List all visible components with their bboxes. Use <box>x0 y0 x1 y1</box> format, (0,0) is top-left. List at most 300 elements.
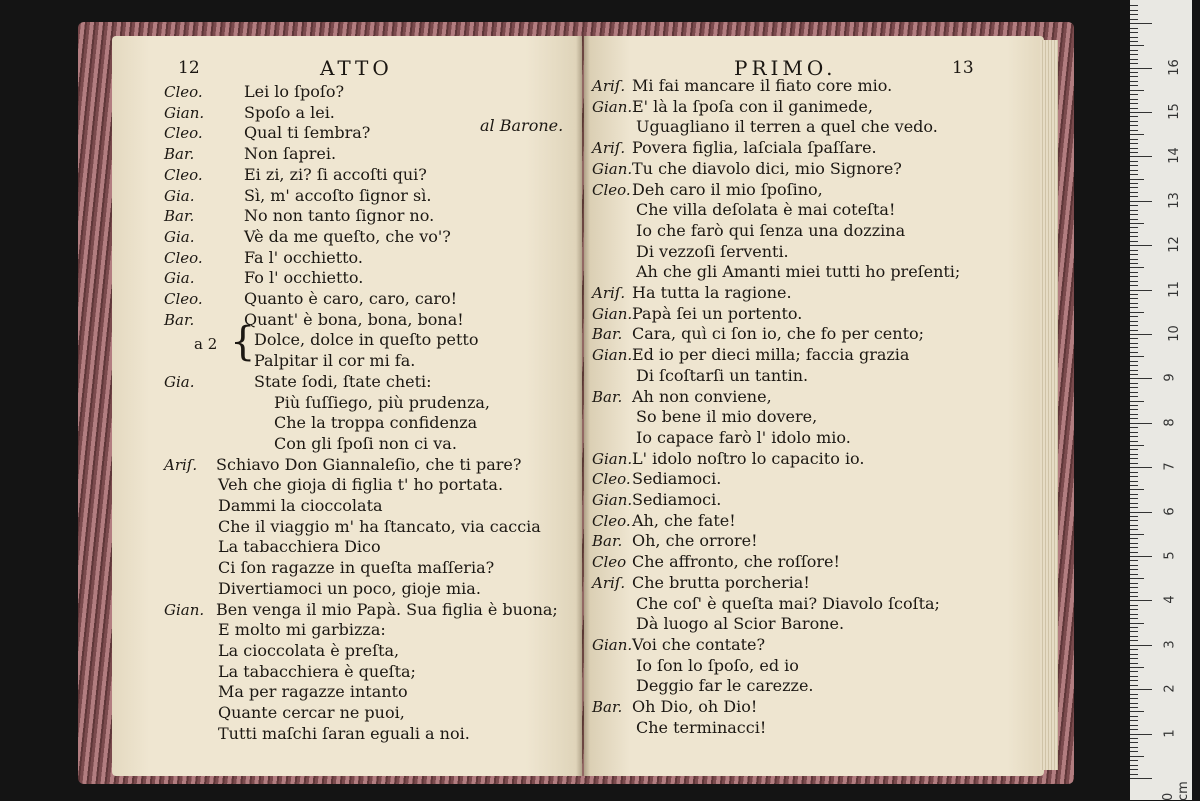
ruler-tick <box>1130 130 1138 131</box>
verse-line: Ah non conviene, <box>632 386 772 406</box>
ruler-tick <box>1130 236 1138 237</box>
speaker-label: Bar. <box>592 325 623 344</box>
speaker-label: Bar. <box>164 310 195 329</box>
verse-line: Che coſ' è queſta mai? Diavolo ſcoſta; <box>636 593 940 613</box>
ruler-tick <box>1130 134 1144 135</box>
ruler-tick <box>1130 85 1138 86</box>
ruler-tick <box>1130 37 1138 38</box>
speaker-label: Cleo. <box>592 511 631 530</box>
ruler-tick <box>1130 405 1138 406</box>
stage-direction: al Barone. <box>480 116 564 135</box>
verse-line: So bene il mio dovere, <box>636 407 818 427</box>
speaker-label: Cleo. <box>164 83 203 101</box>
ruler-tick <box>1130 769 1138 770</box>
ruler-tick <box>1130 423 1152 424</box>
ruler-tick <box>1130 303 1138 304</box>
ruler-tick <box>1130 201 1152 202</box>
verse-line: Fa l' occhietto. <box>244 247 363 267</box>
ruler-tick <box>1130 667 1144 668</box>
ruler-tick <box>1130 565 1138 566</box>
ruler-tick <box>1130 774 1138 775</box>
verse-line: Voi che contate? <box>632 634 766 654</box>
verse-line: Dolce, dolce in queſto petto <box>254 330 479 350</box>
ruler-tick <box>1130 694 1138 695</box>
ruler-tick <box>1130 618 1138 619</box>
ruler-tick <box>1130 454 1138 455</box>
ruler-tick <box>1130 116 1138 117</box>
verse-line: E molto mi garbizza: <box>218 620 386 640</box>
ruler-label: 8 <box>1162 418 1178 427</box>
ruler-tick <box>1130 45 1144 46</box>
ruler-tick <box>1130 663 1138 664</box>
ruler-label: 7 <box>1162 462 1178 471</box>
verse-line: Ed io per dieci milla; faccia grazia <box>632 345 910 365</box>
ruler-tick <box>1130 50 1138 51</box>
ruler-tick <box>1130 449 1138 450</box>
verse-line: Io capace farò l' idolo mio. <box>636 427 851 447</box>
ruler-tick <box>1130 685 1138 686</box>
ruler-tick <box>1130 232 1138 233</box>
ruler-tick <box>1130 227 1138 228</box>
ruler-tick <box>1130 148 1138 149</box>
verse-line: Ei zi, zi? ſi accoſti qui? <box>244 164 427 184</box>
ruler-tick <box>1130 569 1138 570</box>
speaker-label: Bar. <box>592 387 623 406</box>
ruler-tick <box>1130 534 1144 535</box>
speaker-label: Gian. <box>592 346 633 365</box>
ruler-tick <box>1130 290 1152 291</box>
verse-line: Ci ſon ragazze in queſta maſſeria? <box>218 558 495 578</box>
speaker-label: Gia. <box>164 372 195 391</box>
ruler-tick <box>1130 112 1152 113</box>
verse-line: Che la troppa confidenza <box>274 413 478 433</box>
ruler-tick <box>1130 210 1138 211</box>
ruler-tick <box>1130 334 1152 335</box>
speaker-label: Gian. <box>592 97 633 116</box>
ruler-tick <box>1130 676 1138 677</box>
speaker-label: Ariſ. <box>592 139 626 158</box>
ruler-tick <box>1130 494 1138 495</box>
ruler-tick <box>1130 41 1138 42</box>
ruler-tick <box>1130 556 1152 557</box>
ruler-tick <box>1130 703 1138 704</box>
ruler-tick <box>1130 729 1138 730</box>
speaker-label: Cleo. <box>164 290 203 308</box>
ruler-tick <box>1130 512 1152 513</box>
ruler-tick <box>1130 298 1138 299</box>
ruler-tick <box>1130 272 1138 273</box>
speaker-label: Cleo. <box>164 248 203 267</box>
ruler-tick <box>1130 90 1144 91</box>
ruler-label: 1 <box>1162 728 1178 738</box>
ruler-tick <box>1130 285 1138 286</box>
verse-line: Uguagliano il terren a quel che vedo. <box>636 117 938 137</box>
ruler-tick <box>1130 5 1138 6</box>
speaker-label: Gia. <box>164 227 195 246</box>
verse-line: Lei lo ſpoſo? <box>244 82 345 101</box>
ruler-tick <box>1130 654 1138 655</box>
ruler-tick <box>1130 356 1144 357</box>
ruler-tick <box>1130 734 1152 735</box>
ruler-tick <box>1130 543 1138 544</box>
verse-line: Sediamoci. <box>632 490 722 509</box>
ruler-tick <box>1130 409 1138 410</box>
ruler-tick <box>1130 165 1138 166</box>
ruler-label: 16 <box>1166 58 1182 76</box>
ruler-tick <box>1130 378 1152 379</box>
ruler-tick <box>1130 352 1138 353</box>
ruler-tick <box>1130 325 1138 326</box>
ruler-tick <box>1130 383 1138 384</box>
ruler-tick <box>1130 596 1138 597</box>
page-block-edge <box>1040 40 1058 770</box>
running-header: ATTO <box>320 56 393 80</box>
ruler-tick <box>1130 396 1138 397</box>
ruler-tick <box>1130 592 1138 593</box>
verse-line: Spoſo a lei. <box>244 102 335 122</box>
ruler-tick <box>1130 312 1144 313</box>
gutter-shadow <box>576 36 590 776</box>
verse-line: Qual ti ſembra? <box>244 123 371 143</box>
ruler-tick <box>1130 361 1138 362</box>
verse-line: L' idolo noſtro lo capacito io. <box>632 448 865 468</box>
ruler-tick <box>1130 649 1138 650</box>
verse-line: Quanto è caro, caro, caro! <box>244 289 458 308</box>
verse-line: La tabacchiera è queſta; <box>218 661 416 681</box>
ruler-tick <box>1130 196 1138 197</box>
speaker-label: Cleo <box>592 553 627 572</box>
speaker-label: Cleo. <box>164 165 203 184</box>
ruler-tick <box>1130 476 1138 477</box>
ruler-tick <box>1130 121 1138 122</box>
ruler-label: 10 <box>1166 325 1182 342</box>
verse-line: Dà luogo al Scior Barone. <box>636 614 845 634</box>
verse-line: Non ſaprei. <box>244 144 337 164</box>
ruler-tick <box>1130 711 1144 712</box>
ruler-tick <box>1130 418 1138 419</box>
verse-line: Quante cercar ne puoi, <box>218 703 405 722</box>
ruler-tick <box>1130 19 1138 20</box>
ruler-tick <box>1130 720 1138 721</box>
ruler-tick <box>1130 103 1138 104</box>
verse-line: Deggio far le carezze. <box>636 676 814 696</box>
ruler-tick <box>1130 276 1138 277</box>
ruler-tick <box>1130 343 1138 344</box>
verse-line: Palpitar il cor mi fa. <box>254 351 416 371</box>
verse-line: Più ſuſſiego, più prudenza, <box>274 392 490 412</box>
ruler-tick <box>1130 481 1138 482</box>
ruler-tick <box>1130 139 1138 140</box>
verse-line: Con gli ſpoſi non ci va. <box>274 433 457 453</box>
verse-line: Vè da me queſto, che vo'? <box>244 226 451 246</box>
speaker-label: Bar. <box>592 532 623 551</box>
brace-mark: { <box>230 319 256 365</box>
ruler-tick <box>1130 525 1138 526</box>
page-number: 12 <box>178 58 200 78</box>
verse-line: Fo l' occhietto. <box>244 268 364 288</box>
ruler-tick <box>1130 640 1138 641</box>
verse-line: Ah che gli Amanti miei tutti ho preſenti; <box>636 262 961 282</box>
ruler-tick <box>1130 183 1138 184</box>
ruler-tick <box>1130 614 1138 615</box>
ruler-label: 14 <box>1166 147 1182 165</box>
ruler-tick <box>1130 609 1138 610</box>
verse-line: Sì, m' accoſto ſignor sì. <box>244 185 432 205</box>
ruler-tick <box>1130 738 1138 739</box>
speaker-label: Bar. <box>164 207 195 226</box>
ruler-tick <box>1130 778 1152 779</box>
ruler-tick <box>1130 250 1138 251</box>
ruler-tick <box>1130 552 1138 553</box>
ruler-tick <box>1130 680 1138 681</box>
verse-line: Tutti maſchi ſaran eguali a noi. <box>218 723 470 743</box>
page-number: 13 <box>952 58 974 78</box>
ruler-tick <box>1130 63 1138 64</box>
verse-line: Schiavo Don Giannaleſio, che ti pare? <box>216 454 522 474</box>
ruler-tick <box>1130 370 1138 371</box>
ruler-tick <box>1130 219 1138 220</box>
ruler-tick <box>1130 316 1138 317</box>
ruler-tick <box>1130 467 1152 468</box>
ruler-tick <box>1130 174 1138 175</box>
ruler-tick <box>1130 547 1138 548</box>
ruler-label: 13 <box>1166 192 1182 209</box>
ruler-tick <box>1130 658 1138 659</box>
ruler-tick <box>1130 445 1144 446</box>
ruler-tick <box>1130 623 1144 624</box>
ruler-tick <box>1130 578 1144 579</box>
ruler-label: 3 <box>1162 640 1178 649</box>
ruler-tick <box>1130 583 1138 584</box>
ruler-tick <box>1130 108 1138 109</box>
speaker-label: Gian. <box>592 635 633 654</box>
verse-line: No non tanto ſignor no. <box>244 206 435 226</box>
ruler-label: 12 <box>1166 236 1182 253</box>
ruler-tick <box>1130 10 1138 11</box>
verse-line: Dammi la cioccolata <box>218 496 383 515</box>
verse-line: Di ſcoſtarſi un tantin. <box>636 365 809 385</box>
ruler-tick <box>1130 627 1138 628</box>
ruler-label: 2 <box>1162 684 1178 693</box>
ruler-tick <box>1130 636 1138 637</box>
ruler-tick <box>1130 338 1138 339</box>
ruler-tick <box>1130 516 1138 517</box>
ruler-tick <box>1130 756 1144 757</box>
ruler-tick <box>1130 76 1138 77</box>
ruler-tick <box>1130 538 1138 539</box>
ruler-tick <box>1130 143 1138 144</box>
ruler-tick <box>1130 427 1138 428</box>
ruler-tick <box>1130 170 1138 171</box>
ruler-tick <box>1130 631 1138 632</box>
ruler-tick <box>1130 267 1144 268</box>
verse-line: E' là la ſpoſa con il ganimede, <box>632 96 873 116</box>
ruler-tick <box>1130 716 1138 717</box>
ruler-tick <box>1130 152 1138 153</box>
ruler-tick <box>1130 742 1138 743</box>
verse-line: Ma per ragazze intanto <box>218 682 408 702</box>
ruler-tick <box>1130 94 1138 95</box>
ruler-tick <box>1130 751 1138 752</box>
ruler-tick <box>1130 387 1138 388</box>
ruler-tick <box>1130 587 1138 588</box>
ruler-tick <box>1130 489 1144 490</box>
ruler-label: 9 <box>1162 373 1178 383</box>
verse-line: Io che farò qui ſenza una dozzina <box>636 220 906 240</box>
ruler-tick <box>1130 161 1138 162</box>
verse-line: Che affronto, che roſſore! <box>632 552 840 572</box>
ruler-tick <box>1130 245 1152 246</box>
ruler-label: 6 <box>1162 506 1178 516</box>
left-page <box>112 36 582 776</box>
ruler-tick <box>1130 294 1138 295</box>
ruler-tick <box>1130 520 1138 521</box>
ruler-tick <box>1130 671 1138 672</box>
verse-line: Ben venga il mio Papà. Sua figlia è buona; <box>216 599 558 619</box>
right-page <box>584 36 1044 776</box>
ruler-tick <box>1130 507 1138 508</box>
speaker-label: Gian. <box>592 159 633 178</box>
verse-line: Divertiamoci un poco, gioje mia. <box>218 578 481 598</box>
verse-line: La cioccolata è preſta, <box>218 640 400 660</box>
ruler-tick <box>1130 72 1138 73</box>
ruler-tick <box>1130 321 1138 322</box>
ruler-tick <box>1130 498 1138 499</box>
verse-line: Oh Dio, oh Dio! <box>632 697 758 716</box>
ruler-tick <box>1130 192 1138 193</box>
ruler-tick <box>1130 23 1152 24</box>
verse-line: Io ſon lo ſpoſo, ed io <box>636 655 799 675</box>
speaker-label: Gian. <box>164 103 205 122</box>
ruler-tick <box>1130 689 1152 690</box>
running-header: PRIMO. <box>734 56 837 80</box>
ruler-tick <box>1130 241 1138 242</box>
ruler-tick <box>1130 574 1138 575</box>
ruler-tick <box>1130 14 1138 15</box>
ruler-tick <box>1130 187 1138 188</box>
ruler-label: 5 <box>1162 551 1178 560</box>
verse-line: Che villa deſolata è mai coteſta! <box>636 200 896 220</box>
ruler-tick <box>1130 392 1138 393</box>
ruler-tick <box>1130 441 1138 442</box>
ruler-tick <box>1130 503 1138 504</box>
ruler-tick <box>1130 725 1138 726</box>
speaker-label: Cleo. <box>592 470 631 489</box>
speaker-label: Cleo. <box>592 180 631 199</box>
ruler-tick <box>1130 223 1144 224</box>
ruler-tick <box>1130 747 1138 748</box>
ruler-tick <box>1130 765 1138 766</box>
ruler-tick <box>1130 99 1138 100</box>
ruler-tick <box>1130 259 1138 260</box>
ruler-tick <box>1130 645 1152 646</box>
ruler-tick <box>1130 81 1138 82</box>
ruler-tick <box>1130 414 1138 415</box>
ruler-tick <box>1130 307 1138 308</box>
ruler-tick <box>1130 205 1138 206</box>
speaker-label: Gian. <box>164 600 205 619</box>
ruler-label: 4 <box>1162 595 1178 605</box>
ruler-tick <box>1130 374 1138 375</box>
ruler-tick <box>1130 432 1138 433</box>
ruler-tick <box>1130 529 1138 530</box>
verse-line: Veh che gioja di figlia t' ho portata. <box>218 475 504 495</box>
ruler-label: 11 <box>1166 280 1182 298</box>
speaker-label: Gian. <box>592 449 633 468</box>
verse-line: Che terminacci! <box>636 717 767 737</box>
ruler-tick <box>1130 485 1138 486</box>
speaker-label: Gia. <box>164 186 195 205</box>
verse-line: Papà ſei un portento. <box>632 303 803 323</box>
ruler-tick <box>1130 347 1138 348</box>
ruler-label: 0 cm <box>1161 781 1191 801</box>
ruler-tick <box>1130 760 1138 761</box>
ruler-tick <box>1130 458 1138 459</box>
ruler-tick <box>1130 59 1138 60</box>
ruler-tick <box>1130 707 1138 708</box>
speaker-label: Ariſ. <box>592 284 626 302</box>
verse-line: State ſodi, ſtate cheti: <box>254 371 432 391</box>
speaker-label: Cleo. <box>164 124 203 143</box>
ruler-tick <box>1130 401 1144 402</box>
ruler-tick <box>1130 365 1138 366</box>
ruler-tick <box>1130 330 1138 331</box>
ruler-tick <box>1130 32 1138 33</box>
verse-line: Oh, che orrore! <box>632 531 758 551</box>
verse-line: Deh caro il mio ſpoſino, <box>632 179 823 199</box>
verse-line: Povera figlia, laſciala ſpaſſare. <box>632 138 877 158</box>
verse-line: Ha tutta la ragione. <box>632 283 792 302</box>
verse-line: Ah, che fate! <box>632 510 736 530</box>
verse-line: Tu che diavolo dici, mio Signore? <box>632 158 902 178</box>
speaker-label: Gian. <box>592 304 633 323</box>
verse-line: Di vezzoſi ſerventi. <box>636 241 789 261</box>
ruler-tick <box>1130 472 1138 473</box>
ruler-tick <box>1130 254 1138 255</box>
ruler-tick <box>1130 68 1152 69</box>
speaker-label: Ariſ. <box>592 77 626 95</box>
ruler-tick <box>1130 281 1138 282</box>
ruler-tick <box>1130 605 1138 606</box>
a-due-label: a 2 <box>194 335 218 353</box>
ruler-label: 15 <box>1166 103 1182 120</box>
ruler-tick <box>1130 214 1138 215</box>
speaker-label: Ariſ. <box>164 455 198 474</box>
verse-line: Che il viaggio m' ha ſtancato, via caccia <box>218 516 541 536</box>
verse-line: Mi fai mancare il fiato core mio. <box>632 76 893 95</box>
speaker-label: Gia. <box>164 269 195 288</box>
speaker-label: Ariſ. <box>592 573 626 592</box>
ruler-tick <box>1130 28 1138 29</box>
ruler-tick <box>1130 560 1138 561</box>
ruler-tick <box>1130 54 1138 55</box>
ruler-tick <box>1130 125 1138 126</box>
speaker-label: Bar. <box>592 698 623 716</box>
measuring-ruler <box>1130 0 1192 800</box>
speaker-label: Bar. <box>164 145 195 164</box>
ruler-tick <box>1130 179 1144 180</box>
ruler-tick <box>1130 436 1138 437</box>
ruler-tick <box>1130 263 1138 264</box>
ruler-tick <box>1130 600 1152 601</box>
ruler-tick <box>1130 156 1152 157</box>
ruler-tick <box>1130 698 1138 699</box>
verse-line: Cara, quì ci ſon io, che fo per cento; <box>632 324 925 344</box>
ruler-tick <box>1130 463 1138 464</box>
verse-line: Sediamoci. <box>632 469 722 489</box>
verse-line: La tabacchiera Dico <box>218 537 381 557</box>
verse-line: Che brutta porcheria! <box>632 572 810 592</box>
